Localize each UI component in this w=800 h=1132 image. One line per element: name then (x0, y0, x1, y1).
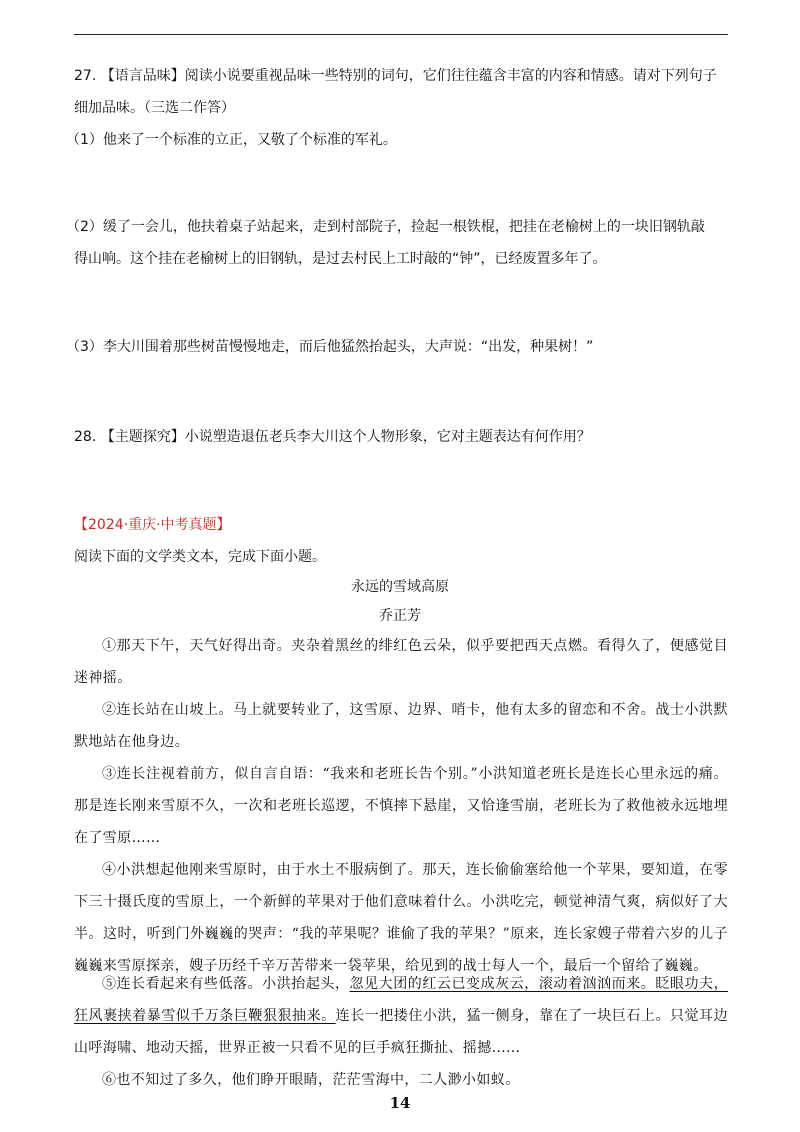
p5-rest: 连长一把搂住小洪，猛一侧身，靠在了一块巨石上。只觉耳边山呼海啸、地动天摇，世界正被一只看不见的巨手疯狂撕扯、摇撼…… (74, 1008, 728, 1056)
story-author: 乔正芳 (379, 608, 421, 624)
p5-intro: ⑤连长看起来有些低落。小洪抬起头， (102, 976, 350, 992)
q27-line2: 细加品味。（三选二作答） (74, 100, 235, 116)
q27-sub1: （1）他来了一个标准的立正，又敬了个标准的军礼。 (66, 132, 397, 148)
q27-sub2-line2: 得山响。这个挂在老榆树上的旧钢轨，是过去村民上工时敲的“钟”，已经废置多年了。 (74, 251, 607, 267)
story-title: 永远的雪域高原 (351, 579, 449, 595)
story-paragraph-2: ②连长站在山坡上。马上就要转业了，这雪原、边界、哨卡，他有太多的留恋和不舍。战士小洪默默地站在他身边。 (74, 702, 728, 750)
q27-sub2-line1: （2）缓了一会儿，他扶着桌子站起来，走到村部院子，捡起一根铁棍，把挂在老榆树上的一块旧钢轨敲 (66, 219, 705, 235)
story-paragraph-4: ④小洪想起他刚来雪原时，由于水土不服病倒了。那天，连长偷偷塞给他一个苹果，要知道，在零下三十摄氏度的雪原上，一个新鲜的苹果对于他们意味着什么。小洪吃完，顿觉神清气爽，病似好了大半。这时，听到门外巍巍的哭声：“我的苹果呢？谁偷了我的苹果？”原来，连长家嫂子带着六岁的儿子巍巍来雪原探亲，嫂子历经千辛万苦带来一袋苹果，给见到的战士每人一个，最后一个留给了巍巍。 (74, 862, 728, 974)
page-number: 14 (389, 1094, 411, 1112)
instruction: 阅读下面的文学类文本，完成下面小题。 (74, 549, 326, 565)
q27-sub3: （3）李大川围着那些树苗慢慢地走，而后他猛然抬起头，大声说：“出发，种果树！” (66, 339, 594, 355)
q28-text: 28. 【主题探究】小说塑造退伍老兵李大川这个人物形象，它对主题表达有何作用？ (74, 429, 591, 445)
header-rule (74, 34, 728, 35)
story-paragraph-1: ①那天下午，天气好得出奇。夹杂着黑丝的绯红色云朵，似乎要把西天点燃。看得久了，便感觉目迷神摇。 (74, 638, 728, 686)
story-paragraph-6: ⑥也不知过了多久，他们睁开眼睛，茫茫雪海中，二人渺小如蚁。 (102, 1072, 520, 1088)
p5-underlined-sentence: 忽见大团的红云已变成灰云，滚动着汹汹而来。眨眼功夫，狂风裹挟着暴雪似千万条巨鞭狠狠抽来。 (74, 976, 728, 1024)
story-paragraph-5 (74, 968, 728, 1064)
source-tag: 【2024·重庆·中考真题】 (74, 517, 231, 533)
story-paragraph-3: ③连长注视着前方，似自言自语：“我来和老班长告个别。”小洪知道老班长是连长心里永远的痛。那是连长刚来雪原不久，一次和老班长巡逻，不慎摔下悬崖，又恰逢雪崩，老班长为了救他被永远地埋在了雪原…… (74, 766, 728, 846)
q27-line1: 27. 【语言品味】阅读小说要重视品味一些特别的词句，它们往往蕴含丰富的内容和情感。请对下列句子 (74, 68, 717, 84)
